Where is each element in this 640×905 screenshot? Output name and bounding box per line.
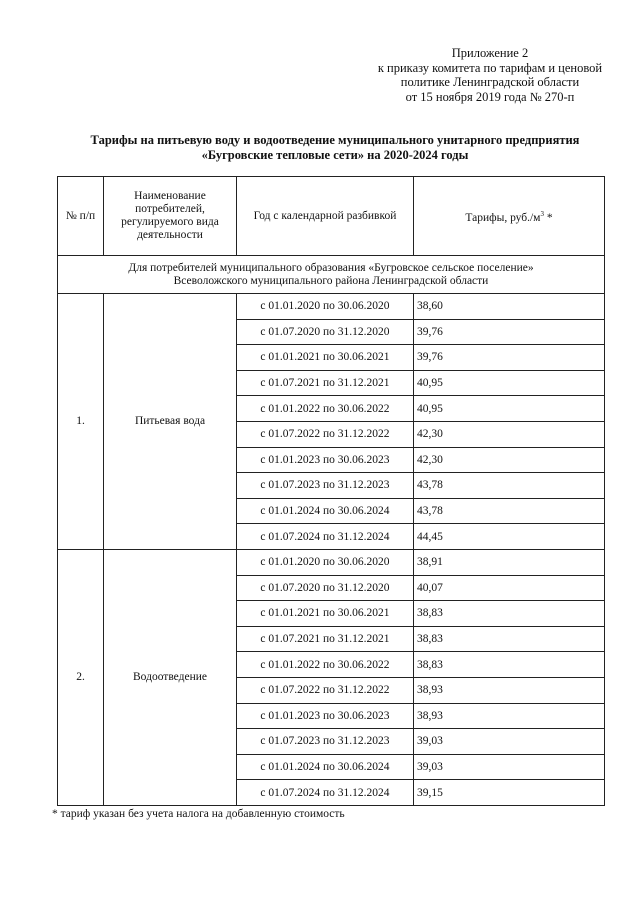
period-cell: с 01.01.2024 по 30.06.2024 [237,498,414,524]
row-number-cell: 2. [58,549,104,805]
period-cell: с 01.07.2022 по 31.12.2022 [237,677,414,703]
header-tariff-text: Тарифы, руб./м [465,211,541,224]
header-period: Год с календарной разбивкой [237,177,414,256]
tariff-value-cell: 38,93 [414,703,605,729]
consumer-group-cell [58,256,605,294]
period-cell: с 01.01.2024 по 30.06.2024 [237,754,414,780]
period-cell: с 01.01.2023 по 30.06.2023 [237,447,414,473]
consumer-group-line-1: Для потребителей муниципального образования «Бугровское сельское поселение» [128,261,534,274]
period-cell: с 01.07.2023 по 31.12.2023 [237,729,414,755]
title-line-1: Тарифы на питьевую воду и водоотведение муниципального унитарного предприятия [90,133,580,147]
tariff-value-cell: 39,15 [414,780,605,806]
row-number-cell: 1. [58,294,104,550]
consumer-group-line-2: Всеволожского муниципального района Ленинградской области [173,274,489,287]
consumer-group-row [58,256,605,294]
title-line-2: «Бугровские тепловые сети» на 2020-2024 годы [201,148,469,162]
period-cell: с 01.07.2020 по 31.12.2020 [237,319,414,345]
appendix-line-3: политике Ленинградской области [400,75,580,89]
table-row [58,549,605,575]
tariff-value-cell: 38,83 [414,601,605,627]
tariff-value-cell: 39,03 [414,754,605,780]
period-cell: с 01.07.2023 по 31.12.2023 [237,473,414,499]
header-name: Наименование потребителей, регулируемого вида деятельности [104,177,237,256]
period-cell: с 01.07.2021 по 31.12.2021 [237,370,414,396]
tariff-value-cell: 43,78 [414,498,605,524]
service-name-cell: Питьевая вода [104,294,237,550]
table-header-row [58,177,605,256]
period-cell: с 01.07.2021 по 31.12.2021 [237,626,414,652]
tariff-value-cell: 38,60 [414,294,605,320]
tariff-value-cell: 39,76 [414,319,605,345]
period-cell: с 01.07.2020 по 31.12.2020 [237,575,414,601]
footnote: * тариф указан без учета налога на добавленную стоимость [52,808,345,820]
table-row [58,294,605,320]
tariff-value-cell: 38,83 [414,626,605,652]
tariff-value-cell: 40,95 [414,370,605,396]
tariff-value-cell: 43,78 [414,473,605,499]
header-num: № п/п [58,177,104,256]
header-tariff-asterisk: * [543,211,553,224]
period-cell: с 01.01.2022 по 30.06.2022 [237,652,414,678]
header-tariff [414,177,605,256]
table-body [58,256,605,806]
period-cell: с 01.07.2022 по 31.12.2022 [237,421,414,447]
tariff-value-cell: 39,76 [414,345,605,371]
document-title [40,133,630,163]
period-cell: с 01.01.2023 по 30.06.2023 [237,703,414,729]
tariff-value-cell: 38,91 [414,549,605,575]
appendix-line-2: к приказу комитета по тарифам и ценовой [377,60,603,75]
tariff-value-cell: 40,07 [414,575,605,601]
service-name-cell: Водоотведение [104,549,237,805]
period-cell: с 01.01.2020 по 30.06.2020 [237,294,414,320]
period-cell: с 01.01.2021 по 30.06.2021 [237,601,414,627]
tariff-value-cell: 42,30 [414,447,605,473]
period-cell: с 01.07.2024 по 31.12.2024 [237,524,414,550]
appendix-header [350,46,630,104]
period-cell: с 01.07.2024 по 31.12.2024 [237,780,414,806]
period-cell: с 01.01.2021 по 30.06.2021 [237,345,414,371]
tariff-value-cell: 40,95 [414,396,605,422]
tariffs-table [57,176,605,806]
tariff-value-cell: 42,30 [414,421,605,447]
appendix-line-1: Приложение 2 [451,46,529,60]
tariff-value-cell: 38,83 [414,652,605,678]
tariff-value-cell: 38,93 [414,677,605,703]
header-tariff-sup: 3 [540,209,544,218]
period-cell: с 01.01.2022 по 30.06.2022 [237,396,414,422]
tariff-value-cell: 39,03 [414,729,605,755]
tariff-value-cell: 44,45 [414,524,605,550]
period-cell: с 01.01.2020 по 30.06.2020 [237,549,414,575]
appendix-line-4: от 15 ноября 2019 года № 270-п [405,89,575,104]
